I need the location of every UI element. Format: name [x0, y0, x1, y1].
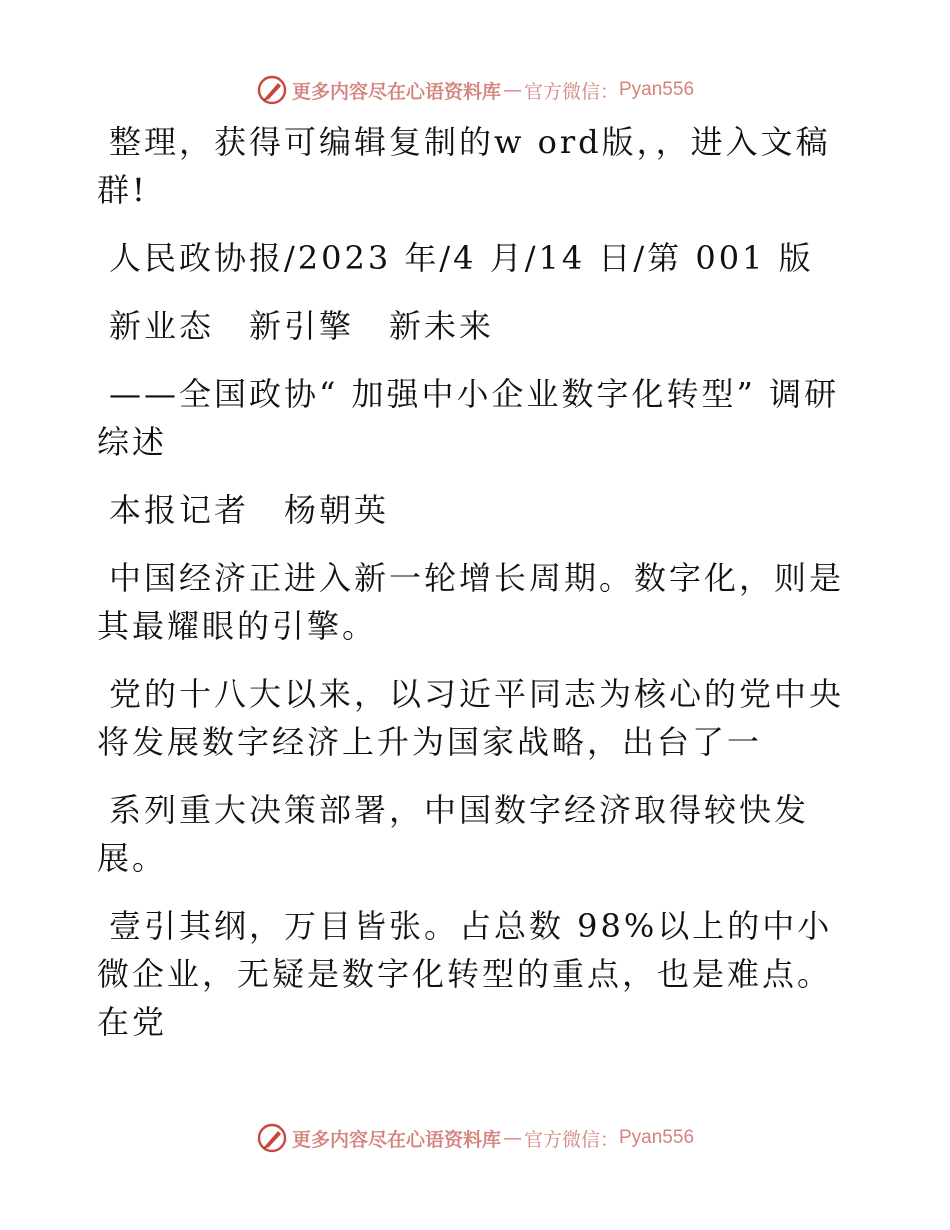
paragraph-text: 党的十八大以来，以习近平同志为核心的党中央将发展数字经济上升为国家战略，出台了一 [97, 675, 845, 761]
watermark-separator: — [502, 1127, 522, 1149]
body-paragraph [97, 554, 857, 650]
paragraph-text: 整理，获得可编辑复制的w ord版，，进入文稿群! [97, 123, 831, 209]
paragraph-text: 中国经济正进入新一轮增长周期。数字化，则是其最耀眼的引擎。 [97, 559, 845, 645]
paragraph-text: ——全国政协“ 加强中小企业数字化转型” 调研综述 [97, 375, 840, 461]
watermark-separator: — [502, 79, 522, 101]
paragraph-text: 本报记者 杨朝英 [109, 491, 390, 529]
header-watermark [0, 70, 950, 110]
article-subtitle [97, 370, 857, 466]
article-byline [97, 486, 857, 534]
article-title [97, 302, 857, 350]
paragraph-intro-note [97, 118, 857, 214]
watermark-site-text: 更多内容尽在心语资料库 [291, 80, 501, 103]
footer-watermark [0, 1118, 950, 1158]
watermark-wechat-id: Pyan556 [619, 79, 695, 100]
paragraph-text: 新业态 新引擎 新未来 [109, 307, 495, 345]
quill-pen-logo-icon [256, 1122, 288, 1154]
paragraph-source-line [97, 234, 857, 282]
body-paragraph [97, 786, 857, 882]
paragraph-text: 人民政协报/2023 年/4 月/14 日/第 001 版 [109, 239, 814, 277]
body-paragraph [97, 902, 857, 1046]
watermark-site-text: 更多内容尽在心语资料库 [291, 1128, 501, 1151]
paragraph-text: 壹引其纲，万目皆张。占总数 98%以上的中小微企业，无疑是数字化转型的重点，也是难点。在党 [97, 907, 833, 1041]
quill-pen-logo-icon [256, 74, 288, 106]
paragraph-text: 系列重大决策部署，中国数字经济取得较快发展。 [97, 791, 810, 877]
watermark-wechat-id: Pyan556 [619, 1127, 695, 1148]
watermark-wechat-label: 官方微信： [523, 80, 619, 103]
watermark-wechat-label: 官方微信： [523, 1128, 619, 1151]
body-paragraph [97, 670, 857, 766]
document-body [97, 118, 857, 1066]
